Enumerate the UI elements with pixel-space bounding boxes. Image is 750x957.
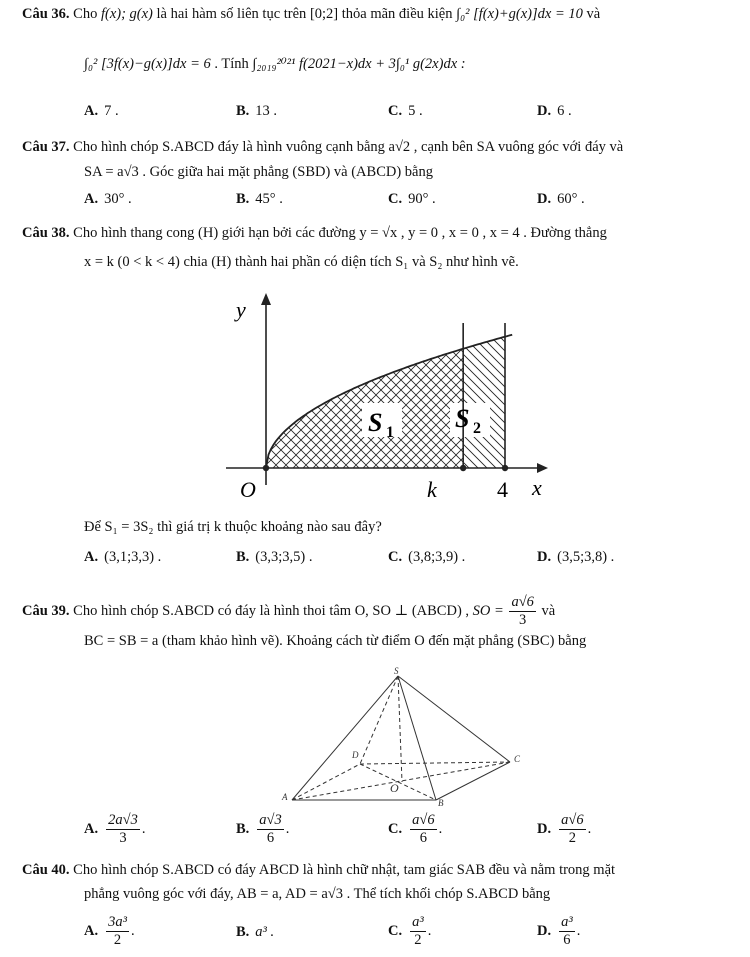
q38-text-1: Cho hình thang cong (H) giới hạn bởi các đường y = √x , y = 0 , x = 0 , x = 4 . Đường thẳng	[73, 225, 607, 241]
fraction-denominator: 6	[419, 830, 427, 846]
four-label: 4	[497, 477, 508, 502]
fraction-denominator: 2	[414, 932, 422, 948]
origin-label: O	[240, 477, 256, 502]
q40-option-d[interactable]: D. $\frac{\text{a³}}{6}$ .	[537, 914, 581, 948]
option-letter: A.	[84, 820, 99, 837]
y-axis-label: y	[236, 297, 246, 322]
q37-option-a[interactable]	[84, 191, 132, 208]
option-letter: D.	[537, 103, 552, 119]
option-letter: A.	[84, 549, 99, 565]
q36-line1	[22, 6, 600, 23]
q36-option-d[interactable]	[537, 103, 572, 120]
option-letter: B.	[236, 191, 250, 207]
option-letter: D.	[537, 191, 552, 207]
fraction-denominator: 2	[568, 830, 576, 846]
vertex-c-label: C	[514, 754, 521, 764]
x4-dot	[502, 465, 508, 471]
option-text: 30° .	[104, 191, 132, 207]
fraction-numerator: a³	[412, 914, 424, 930]
fraction-numerator: a√3	[259, 812, 282, 828]
option-letter: C.	[388, 922, 403, 939]
q36-expression: ∫₂₀₁₉²⁰²¹ f(2021−x)dx + 3∫₀¹ g(2x)dx :	[252, 56, 466, 72]
y-axis-arrow	[261, 293, 271, 305]
q40-line2	[84, 886, 550, 903]
q38-label: Câu 38.	[22, 225, 70, 241]
option-letter: D.	[537, 922, 552, 939]
q36-line2	[84, 56, 466, 73]
q36-label: Câu 36.	[22, 6, 70, 22]
s2-subscript: 2	[473, 420, 481, 437]
q36-condition-1: ∫₀² [f(x)+g(x)]dx = 10	[456, 6, 583, 22]
edge-dc	[360, 762, 510, 764]
option-letter: B.	[236, 549, 250, 565]
q40-text-2: phẳng vuông góc với đáy, AB = a, AD = a√3 . Thể tích khối chóp S.ABCD bằng	[84, 886, 551, 902]
q38-text-2: x = k (0 < k < 4) chia (H) thành hai phần có diện tích S₁ và S₂ như hình vẽ.	[84, 254, 519, 270]
fraction-denominator: 3	[119, 830, 127, 846]
q37-line2	[84, 164, 433, 181]
q36-text-e: thỏa mãn điều kiện	[341, 6, 453, 22]
edge-ad	[292, 764, 360, 800]
option-text: 45° .	[255, 191, 283, 207]
option-text: (3,3;3,5) .	[255, 549, 313, 565]
q38-area-figure	[196, 285, 556, 505]
q38-line3	[84, 519, 382, 536]
q40-option-a[interactable]: A. $\frac{\text{3a³}}{2}$ .	[84, 914, 135, 948]
fraction-denominator: 6	[563, 932, 571, 948]
option-fraction	[559, 914, 575, 949]
option-letter: B.	[236, 103, 250, 119]
vertex-a-label: A	[282, 792, 288, 802]
edge-sd	[360, 676, 398, 764]
edge-sc	[398, 676, 510, 762]
fraction-numerator: a√6	[412, 812, 435, 828]
q36-option-b[interactable]	[236, 103, 277, 120]
option-letter: B.	[236, 924, 250, 940]
q36-text-f: và	[586, 6, 601, 22]
q36-option-a[interactable]	[84, 103, 119, 120]
option-text: (3,5;3,8) .	[557, 549, 615, 565]
option-letter: B.	[236, 820, 250, 837]
q39-text-end: và	[541, 602, 556, 619]
option-text: 13 .	[255, 103, 278, 119]
option-letter: C.	[388, 103, 403, 119]
vertex-o-label: O	[390, 781, 399, 795]
option-text: 60° .	[557, 191, 585, 207]
option-letter: A.	[84, 191, 99, 207]
q36-interval: [0;2]	[309, 6, 339, 22]
q37-label: Câu 37.	[22, 139, 70, 155]
q39-so-lhs: SO =	[472, 602, 504, 619]
q39-option-c[interactable]: C. $\frac{a√6}{6}$ .	[388, 812, 443, 846]
option-letter: C.	[388, 191, 403, 207]
s2-label: S	[455, 404, 470, 433]
q39-option-d[interactable]: D. $\frac{a√6}{2}$ .	[537, 812, 592, 846]
q38-option-d[interactable]	[537, 549, 614, 566]
q36-condition-2: ∫₀² [3f(x)−g(x)]dx = 6	[84, 56, 211, 72]
q39-option-b[interactable]: B. $\frac{a√3}{6}$ .	[236, 812, 290, 846]
q36-text-c: là hai hàm số liên tục trên	[156, 6, 307, 22]
fraction-numerator: a√6	[511, 594, 534, 610]
vertex-d-label: D	[352, 750, 359, 760]
q39-text-1: Cho hình chóp S.ABCD có đáy là hình thoi tâm O, SO ⊥ (ABCD) ,	[73, 602, 470, 619]
q39-text-2: BC = SB = a (tham khảo hình vẽ). Khoảng cách từ điểm O đến mặt phẳng (SBC) bằng	[84, 633, 587, 649]
option-text: 5 .	[408, 103, 423, 119]
option-text: 7 .	[104, 103, 119, 119]
q39-line1	[22, 594, 555, 629]
vertex-b-label: B	[438, 798, 444, 806]
fraction-numerator: 3a³	[108, 914, 127, 930]
fraction-numerator: a³	[561, 914, 573, 930]
option-fraction	[106, 914, 129, 949]
option-text: a³ .	[255, 924, 275, 940]
fraction-numerator: 2a√3	[108, 812, 138, 828]
edge-sa	[292, 676, 398, 800]
edge-sb	[398, 676, 436, 800]
option-fraction	[410, 812, 436, 847]
q37-option-b[interactable]	[236, 191, 283, 208]
k-dot	[460, 465, 466, 471]
k-label: k	[427, 477, 437, 502]
option-letter: C.	[388, 820, 403, 837]
option-text: (3,1;3,3) .	[104, 549, 162, 565]
q38-option-a[interactable]	[84, 549, 161, 566]
s1-label: S	[368, 408, 383, 437]
option-fraction	[257, 812, 283, 847]
q40-line1	[22, 862, 615, 879]
edge-bc	[436, 762, 510, 800]
fraction-numerator: a√6	[561, 812, 584, 828]
origin-dot	[263, 465, 269, 471]
option-text: (3,8;3,9) .	[408, 549, 466, 565]
q36-option-c[interactable]	[388, 103, 423, 120]
option-letter: D.	[537, 549, 552, 565]
x-axis-label: x	[532, 475, 542, 500]
q37-line1	[22, 139, 623, 156]
q39-pyramid-figure	[280, 666, 540, 806]
q39-label: Câu 39.	[22, 602, 70, 619]
option-letter: A.	[84, 922, 99, 939]
q40-label: Câu 40.	[22, 862, 70, 878]
option-text: 6 .	[557, 103, 572, 119]
q40-option-c[interactable]: C. $\frac{\text{a³}}{2}$ .	[388, 914, 432, 948]
s1-subscript: 1	[386, 424, 394, 441]
q37-option-d[interactable]	[537, 191, 585, 208]
option-fraction	[106, 812, 140, 847]
option-letter: C.	[388, 549, 403, 565]
q37-text-2: SA = a√3 . Góc giữa hai mặt phẳng (SBD) và (ABCD) bằng	[84, 164, 433, 180]
option-letter: A.	[84, 103, 99, 119]
option-fraction	[559, 812, 585, 847]
fraction-denominator: 2	[113, 932, 122, 948]
q38-text-3: Để S₁ = 3S₂ thì giá trị k thuộc khoảng nào sau đây?	[84, 519, 382, 535]
option-text: 90° .	[408, 191, 436, 207]
s2-region	[463, 337, 505, 468]
option-letter: D.	[537, 820, 552, 837]
q39-so-fraction	[509, 594, 535, 629]
q38-option-c[interactable]	[388, 549, 465, 566]
q37-text-1: Cho hình chóp S.ABCD đáy là hình vuông cạnh bằng a√2 , cạnh bên SA vuông góc với đáy và	[73, 139, 624, 155]
q38-option-b[interactable]	[236, 549, 312, 566]
q40-text-1: Cho hình chóp S.ABCD có đáy ABCD là hình chữ nhật, tam giác SAB đều và nằm trong mặt	[73, 862, 616, 878]
q40-option-b[interactable]	[236, 924, 274, 941]
q37-option-c[interactable]	[388, 191, 436, 208]
x-axis-arrow	[537, 463, 548, 473]
q38-line2	[84, 254, 519, 271]
q38-line1	[22, 225, 607, 242]
q39-option-a[interactable]: A. $\frac{2a√3}{3}$ .	[84, 812, 146, 846]
option-fraction	[410, 914, 426, 949]
q36-fg: f(x); g(x)	[100, 6, 153, 22]
q36-text-a: Cho	[73, 6, 98, 22]
q39-line2	[84, 633, 586, 650]
height-so	[398, 676, 402, 782]
vertex-s-label: S	[394, 666, 399, 676]
q36-compute-label: . Tính	[214, 56, 249, 72]
fraction-denominator: 6	[266, 830, 275, 846]
fraction-denominator: 3	[519, 612, 527, 628]
